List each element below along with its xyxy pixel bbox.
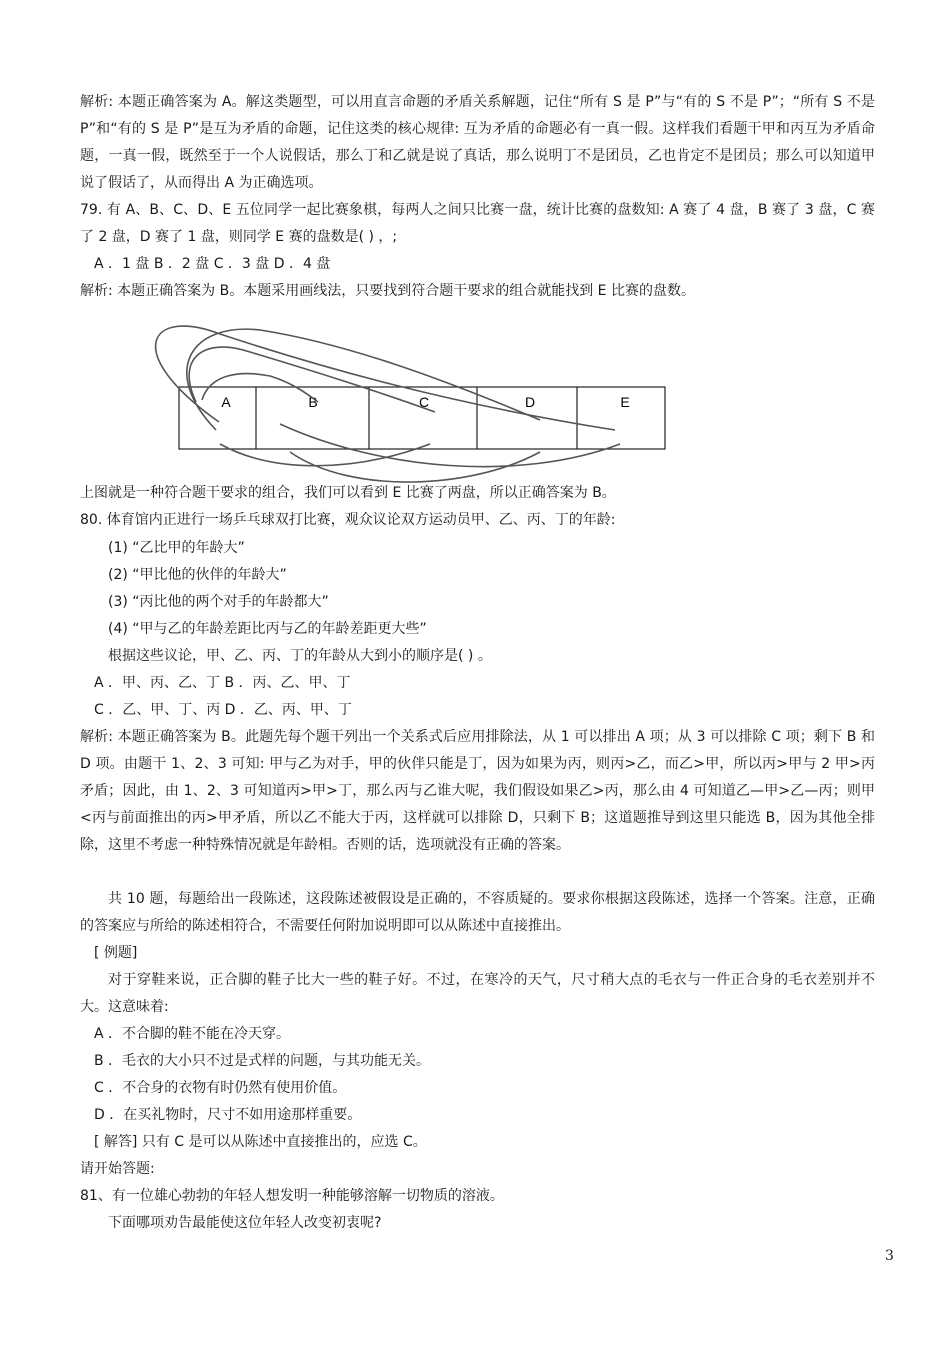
cell-d: D (524, 394, 536, 410)
answer-78-explanation: 解析: 本题正确答案为 A。解这类题型，可以用直言命题的矛盾关系解题，记住“所有 S 是 P”与“有的 S 不是 P”；“所有 S 不是 P”和“有的 S 是 P”是互为矛盾的命题，记住这类的核心规律: 互为矛盾的命题必有一真一假。这样我们看题干甲和丙互为矛盾命题，一真一假，既然至于一个人说假话，那么丁和乙就是说了真话，那么说明丁不是团员，乙也肯定不是团员；那么可以知道甲说了假话了，从而得出 A 为正确选项。 (80, 94, 875, 191)
cell-e: E (620, 394, 630, 410)
question-80-statement-2: (2) “甲比他的伙伴的年龄大” (108, 567, 287, 583)
answer-79-note: 上图就是一种符合题干要求的组合，我们可以看到 E 比赛了两盘，所以正确答案为 B。 (80, 485, 616, 501)
page-number: 3 (885, 1248, 894, 1264)
example-option-c: C ．不合身的衣物有时仍然有使用价值。 (94, 1080, 347, 1096)
example-option-b: B ．毛衣的大小只不过是式样的问题，与其功能无关。 (94, 1053, 431, 1069)
question-81: 81、有一位雄心勃勃的年轻人想发明一种能够溶解一切物质的溶液。 (80, 1188, 504, 1204)
line-a-e (156, 326, 615, 430)
question-80-statement-4: (4) “甲与乙的年龄差距比丙与乙的年龄差距更大些” (108, 621, 427, 637)
question-80-options-cd: C ．乙、甲、丁、丙 D ．乙、丙、甲、丁 (94, 702, 352, 718)
example-option-a: A ．不合脚的鞋不能在冷天穿。 (94, 1026, 291, 1042)
question-80-options-ab: A ．甲、丙、乙、丁 B ．丙、乙、甲、丁 (94, 675, 351, 691)
question-80-prompt: 根据这些议论，甲、乙、丙、丁的年龄从大到小的顺序是( ) 。 (108, 648, 492, 664)
line-a-b (202, 374, 318, 402)
section-intro: 共 10 题，每题给出一段陈述，这段陈述被假设是正确的，不容质疑的。要求你根据这段陈述，选择一个答案。注意，正确的答案应与所给的陈述相符合，不需要任何附加说明即可以从陈述中直接推出。 (80, 891, 875, 934)
question-79: 79. 有 A、B、C、D、E 五位同学一起比赛象棋，每两人之间只比赛一盘，统计比赛的盘数知: A 赛了 4 盘，B 赛了 3 盘，C 赛了 2 盘，D 赛了 1 盘，则同学 E 赛的盘数是( ) ，; (80, 202, 875, 245)
answer-80-explanation: 解析: 本题正确答案为 B。此题先每个题干列出一个关系式后应用排除法，从 1 可以排出 A 项；从 3 可以排除 C 项；剩下 B 和 D 项。由题干 1、2、3 可知: 甲与乙为对手，甲的伙伴只能是丁，因为如果为丙，则丙>乙，而乙>甲，所以丙>甲与 2 甲>丙矛盾；因此，由 1、2、3 可知道丙>甲>丁，那么丙与乙谁大呢，我们假设如果乙>丙，那么由 4 可知道乙—甲>乙—丙；则甲<丙与前面推出的丙>甲矛盾，所以乙不能大于丙，这样就可以排除 D，只剩下 B；这道题推导到这里只能选 B，因为其他全排除，这里不考虑一种特殊情况就是年龄相。否则的话，选项就没有正确的答案。 (80, 729, 875, 853)
cell-a: A (221, 394, 231, 410)
example-answer: [ 解答] 只有 C 是可以从陈述中直接推出的，应选 C。 (94, 1134, 427, 1150)
line-b-c-low (220, 444, 430, 466)
cell-c: C (418, 394, 430, 410)
example-label: [ 例题] (94, 945, 138, 961)
question-79-options: A ．1 盘 B ．2 盘 C ．3 盘 D ．4 盘 (94, 256, 331, 272)
match-diagram (120, 312, 680, 490)
line-a-d (187, 329, 540, 430)
example-option-d: D ．在买礼物时，尺寸不如用途那样重要。 (94, 1107, 362, 1123)
example-statement: 对于穿鞋来说，正合脚的鞋子比大一些的鞋子好。不过，在寒冷的天气，尺寸稍大点的毛衣与一件正合身的毛衣差别并不大。这意味着: (80, 972, 875, 1015)
question-81-prompt: 下面哪项劝告最能使这位年轻人改变初衷呢? (108, 1215, 382, 1231)
question-80-statement-1: (1) “乙比甲的年龄大” (108, 540, 245, 556)
question-80-statement-3: (3) “丙比他的两个对手的年龄都大” (108, 594, 329, 610)
question-80: 80. 体育馆内正进行一场乒乓球双打比赛，观众议论双方运动员甲、乙、丙、丁的年龄: (80, 512, 616, 528)
start-prompt: 请开始答题: (80, 1161, 155, 1177)
answer-79-explanation: 解析: 本题正确答案为 B。本题采用画线法，只要找到符合题干要求的组合就能找到 E 比赛的盘数。 (80, 283, 695, 299)
line-b-e (280, 424, 620, 467)
cell-b: B (308, 394, 318, 410)
